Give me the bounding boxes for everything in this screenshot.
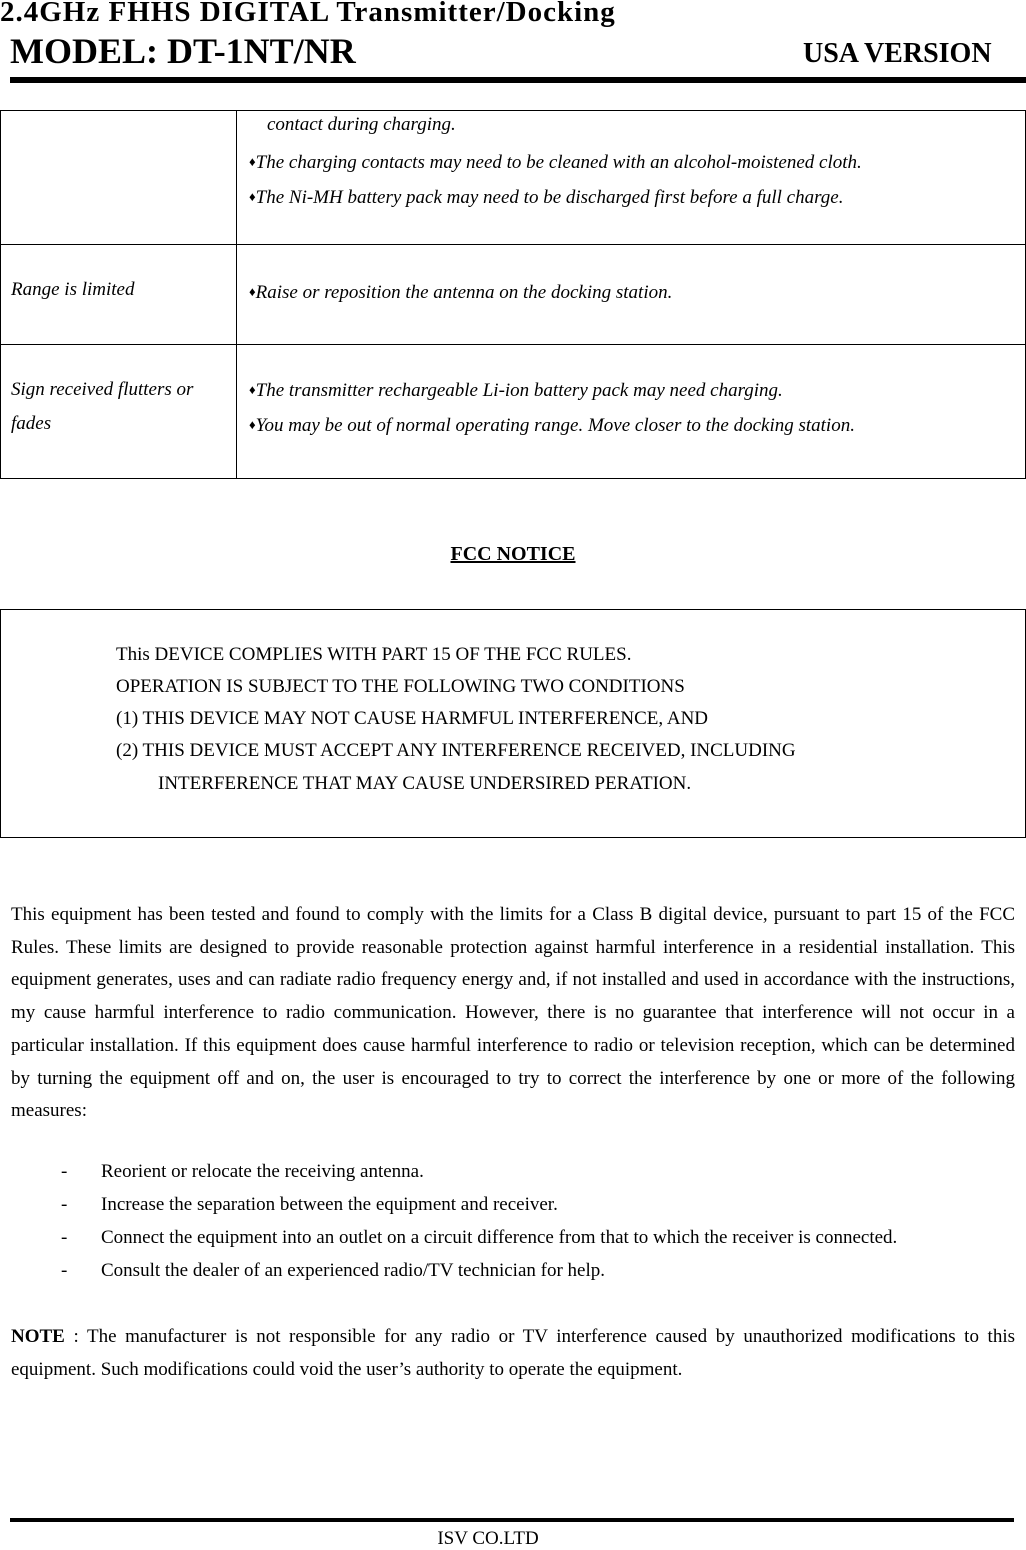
solution-cell (237, 245, 1026, 345)
problem-cell: Range is limited (1, 245, 237, 345)
diamond-bullet-icon: ♦ (249, 382, 256, 397)
note-paragraph (11, 1320, 1015, 1386)
list-item: - Increase the separation between the equipment and receiver. (61, 1194, 558, 1215)
model-number: MODEL: DT-1NT/NR (10, 31, 356, 71)
fcc-condition-line: (1) THIS DEVICE MAY NOT CAUSE HARMFUL INTERFERENCE, AND (116, 708, 709, 729)
troubleshooting-table (0, 110, 1026, 479)
note-text: : The manufacturer is not responsible for any radio or TV interference caused by unauthorized modifications to this equipment. Such modifications could void the user’s authority to operate the equipment. (11, 1326, 1015, 1380)
footer-rule (10, 1518, 1014, 1522)
diamond-bullet-icon: ♦ (249, 284, 256, 299)
solution-item: ♦You may be out of normal operating range. Move closer to the docking station. (249, 415, 855, 436)
table-row (1, 245, 1026, 345)
document-title: 2.4GHz FHHS DIGITAL Transmitter/Docking (0, 0, 616, 28)
problem-cell (1, 111, 237, 245)
fcc-notice-title: FCC NOTICE (450, 543, 576, 565)
fcc-condition-line: INTERFERENCE THAT MAY CAUSE UNDERSIRED PERATION. (158, 773, 692, 794)
fcc-condition-line: (2) THIS DEVICE MUST ACCEPT ANY INTERFERENCE RECEIVED, INCLUDING (116, 740, 796, 761)
solution-item: ♦The transmitter rechargeable Li-ion battery pack may need charging. (249, 380, 783, 401)
header-rule (10, 77, 1026, 83)
list-item: - Reorient or relocate the receiving antenna. (61, 1161, 424, 1182)
diamond-bullet-icon: ♦ (249, 189, 256, 204)
footer-company: ISV CO.LTD (437, 1528, 539, 1549)
solution-item: ♦The Ni-MH battery pack may need to be discharged first before a full charge. (249, 187, 844, 208)
fcc-condition-line: This DEVICE COMPLIES WITH PART 15 OF THE FCC RULES. (116, 644, 632, 665)
solution-cell (237, 111, 1026, 245)
diamond-bullet-icon: ♦ (249, 417, 256, 432)
solution-item: ♦Raise or reposition the antenna on the docking station. (249, 282, 673, 303)
problem-cell: Sign received flutters or fades (1, 345, 237, 479)
list-item: - Consult the dealer of an experienced radio/TV technician for help. (61, 1260, 606, 1281)
fcc-conditions-box (0, 609, 1026, 838)
solution-item: ♦The charging contacts may need to be cleaned with an alcohol-moistened cloth. (249, 152, 862, 173)
note-label: NOTE (11, 1326, 65, 1347)
version-label: USA VERSION (803, 38, 992, 69)
fcc-condition-line: OPERATION IS SUBJECT TO THE FOLLOWING TWO CONDITIONS (116, 676, 685, 697)
table-row (1, 345, 1026, 479)
solution-cell (237, 345, 1026, 479)
fcc-paragraph: This equipment has been tested and found to comply with the limits for a Class B digital device, pursuant to part 15 of the FCC Rules. These limits are designed to provide reasonable protection against harmful interference in a residential installation. This equipment generates, uses and can radiate radio frequency energy and, if not installed and used in accordance with the instructions, my cause harmful interference to radio communication. However, there is no guarantee that interference will not occur in a particular installation. If this equipment does cause harmful interference to radio or television reception, which can be determined by turning the equipment off and on, the user is encouraged to try to correct the interference by one or more of the following measures: (11, 904, 1015, 1122)
diamond-bullet-icon: ♦ (249, 154, 256, 169)
table-row (1, 111, 1026, 245)
solution-continuation: contact during charging. (267, 114, 456, 135)
list-item: - Connect the equipment into an outlet on a circuit difference from that to which the receiver is connected. (61, 1227, 898, 1248)
